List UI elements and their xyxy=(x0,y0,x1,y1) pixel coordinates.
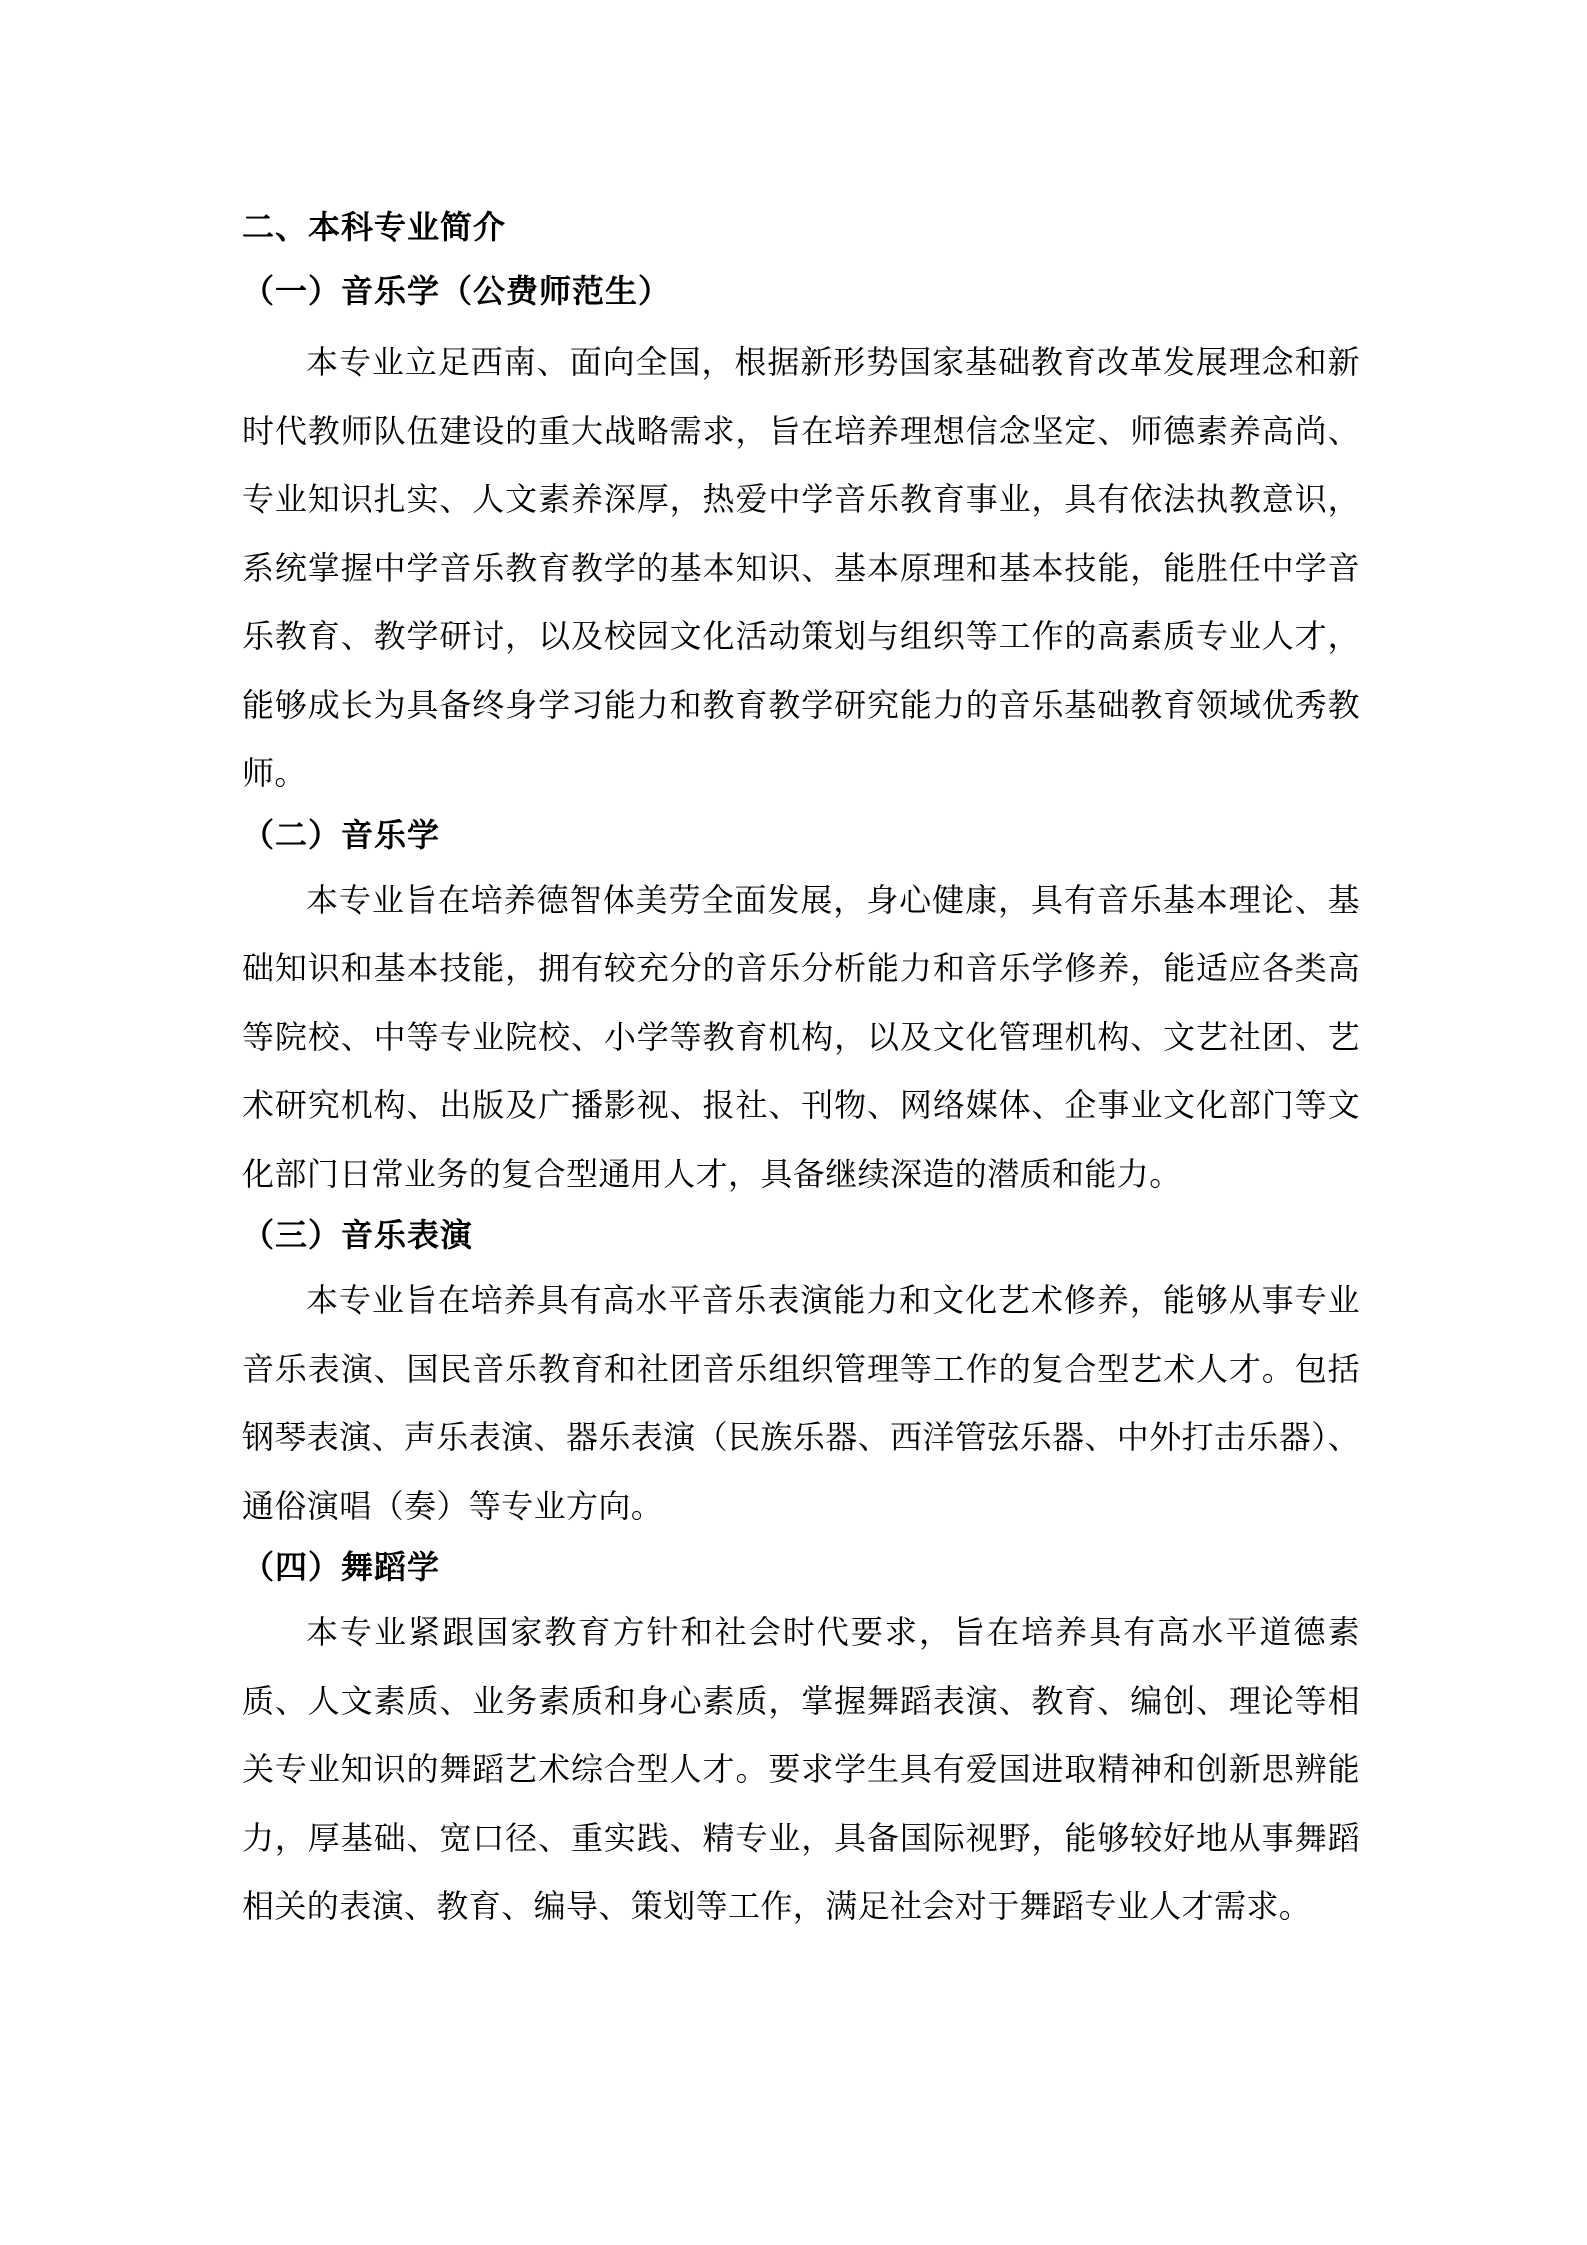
subsection-title-music-performance: （三）音乐表演 xyxy=(242,1216,474,1254)
document-content xyxy=(242,198,1360,1941)
subsection-body-dance-studies: 本专业紧跟国家教育方针和社会时代要求，旨在培养具有高水平道德素质、人文素质、业务素质和身心素质，掌握舞蹈表演、教育、编创、理论等相关专业知识的舞蹈艺术综合型人才。要求学生具有爱国进取精神和创新思辨能力，厚基础、宽口径、重实践、精专业，具备国际视野，能够较好地从事舞蹈相关的表演、教育、编导、策划等工作，满足社会对于舞蹈专业人才需求。 xyxy=(242,1613,1360,1925)
subsection-title-dance-studies: （四）舞蹈学 xyxy=(242,1548,441,1586)
subsection-title-musicology: （二）音乐学 xyxy=(242,815,441,854)
section-heading: 二、本科专业简介 xyxy=(242,208,507,246)
subsection-body-musicology: 本专业旨在培养德智体美劳全面发展，身心健康，具有音乐基本理论、基础知识和基本技能，拥有较充分的音乐分析能力和音乐学修养，能适应各类高等院校、中等专业院校、小学等教育机构，以及文化管理机构、文艺社团、艺术研究机构、出版及广播影视、报社、刊物、网络媒体、企事业文化部门等文化部门日常业务的复合型通用人才，具备继续深造的潜质和能力。 xyxy=(242,880,1360,1193)
subsection-body-music-performance: 本专业旨在培养具有高水平音乐表演能力和文化艺术修养，能够从事专业音乐表演、国民音乐教育和社团音乐组织管理等工作的复合型艺术人才。包括钢琴表演、声乐表演、器乐表演（民族乐器、西洋管弦乐器、中外打击乐器）、通俗演唱（奏）等专业方向。 xyxy=(242,1281,1361,1525)
subsection-title-music-teacher: （一）音乐学（公费师范生） xyxy=(242,272,672,310)
subsection-body-music-teacher: 本专业立足西南、面向全国，根据新形势国家基础教育改革发展理念和新时代教师队伍建设的重大战略需求，旨在培养理想信念坚定、师德素养高尚、专业知识扎实、人文素养深厚，热爱中学音乐教育事业，具有依法执教意识，系统掌握中学音乐教育教学的基本知识、基本原理和基本技能，能胜任中学音乐教育、教学研讨，以及校园文化活动策划与组织等工作的高素质专业人才，能够成长为具备终身学习能力和教育教学研究能力的音乐基础教育领域优秀教师。 xyxy=(242,343,1360,792)
